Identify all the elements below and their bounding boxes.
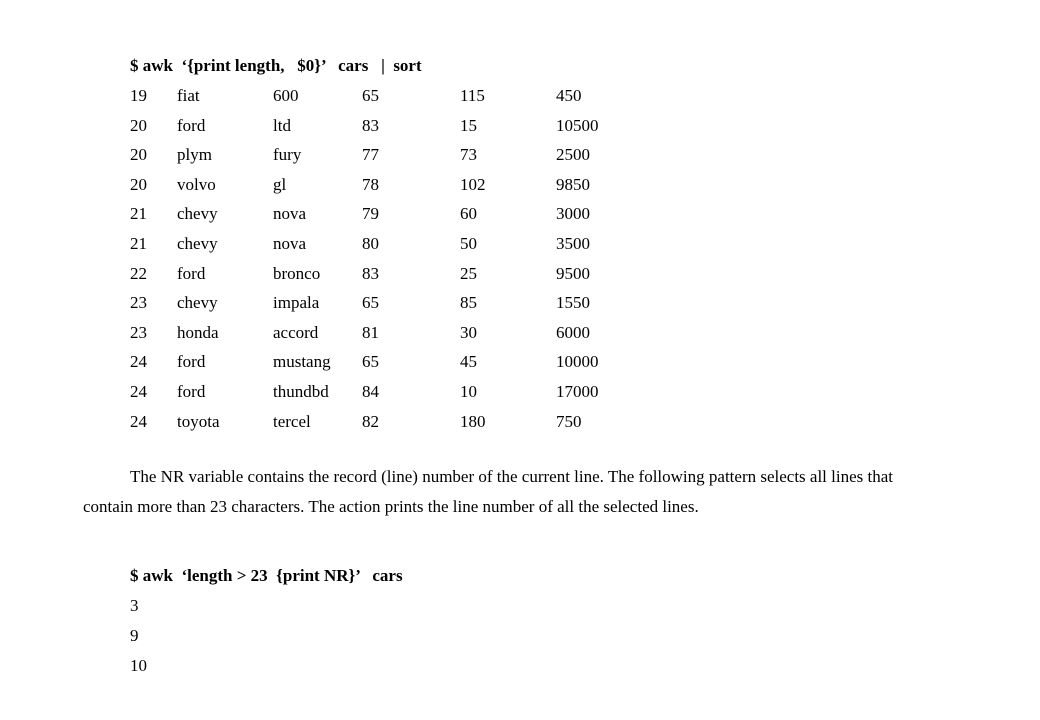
price: 3000	[556, 204, 590, 224]
line-length: 20	[130, 174, 147, 194]
model: accord	[273, 322, 319, 342]
make: ford	[177, 352, 206, 372]
model: gl	[273, 174, 287, 194]
year: 78	[362, 174, 379, 194]
make: chevy	[177, 233, 218, 253]
year: 65	[362, 293, 379, 313]
model: impala	[273, 293, 320, 313]
line-length: 19	[130, 86, 147, 105]
model: bronco	[273, 263, 321, 283]
line-length: 20	[130, 145, 147, 165]
line-length: 23	[130, 293, 147, 313]
year: 84	[362, 381, 379, 401]
miles: 180	[460, 411, 486, 431]
year: 83	[362, 263, 379, 283]
make: chevy	[177, 293, 218, 313]
model: ltd	[273, 115, 291, 135]
miles: 15	[460, 115, 477, 135]
year: 65	[362, 86, 379, 105]
price: 9500	[556, 263, 590, 283]
nr-output	[130, 596, 147, 686]
model: mustang	[273, 352, 331, 372]
price: 2500	[556, 145, 590, 165]
line-length: 21	[130, 233, 147, 253]
price: 450	[556, 86, 582, 105]
model: thundbd	[273, 381, 329, 401]
miles: 73	[460, 145, 477, 165]
miles: 115	[460, 86, 485, 105]
line-length: 20	[130, 115, 147, 135]
make: volvo	[177, 174, 216, 194]
output-line: 3	[130, 596, 139, 615]
make: fiat	[177, 86, 200, 105]
miles: 102	[460, 174, 486, 194]
line-length: 22	[130, 263, 147, 283]
price: 17000	[556, 381, 599, 401]
model: nova	[273, 204, 307, 224]
year: 77	[362, 145, 379, 165]
miles: 50	[460, 233, 477, 253]
miles: 10	[460, 381, 477, 401]
model: tercel	[273, 411, 311, 431]
miles: 85	[460, 293, 477, 313]
make: ford	[177, 263, 206, 283]
miles: 60	[460, 204, 477, 224]
year: 81	[362, 322, 379, 342]
year: 79	[362, 204, 379, 224]
line-length: 23	[130, 322, 147, 342]
miles: 45	[460, 352, 477, 372]
awk-nr-command: $ awk ‘length > 23 {print NR}’ cars	[130, 566, 403, 585]
year: 83	[362, 115, 379, 135]
output-line: 9	[130, 626, 139, 645]
price: 750	[556, 411, 582, 431]
model: nova	[273, 233, 307, 253]
price: 10000	[556, 352, 599, 372]
awk-sort-command: $ awk ‘{print length, $0}’ cars | sort	[130, 56, 422, 75]
line-length: 24	[130, 352, 147, 372]
price: 1550	[556, 293, 590, 313]
price: 9850	[556, 174, 590, 194]
make: chevy	[177, 204, 218, 224]
make: toyota	[177, 411, 220, 431]
price: 3500	[556, 233, 590, 253]
line-length: 21	[130, 204, 147, 224]
make: plym	[177, 145, 212, 165]
year: 65	[362, 352, 379, 372]
line-length: 24	[130, 411, 147, 431]
make: ford	[177, 381, 206, 401]
make: honda	[177, 322, 219, 342]
price: 6000	[556, 322, 590, 342]
miles: 30	[460, 322, 477, 342]
miles: 25	[460, 263, 477, 283]
model: 600	[273, 86, 299, 105]
line-length: 24	[130, 381, 147, 401]
make: ford	[177, 115, 206, 135]
model: fury	[273, 145, 302, 165]
price: 10500	[556, 115, 599, 135]
explanation-paragraph: The NR variable contains the record (line) number of the current line. The following pattern selects all lines that contain more than 23 characters. The action prints the line number of all the selected lines.	[83, 467, 894, 516]
year: 82	[362, 411, 379, 431]
output-line: 10	[130, 656, 147, 675]
year: 80	[362, 233, 379, 253]
